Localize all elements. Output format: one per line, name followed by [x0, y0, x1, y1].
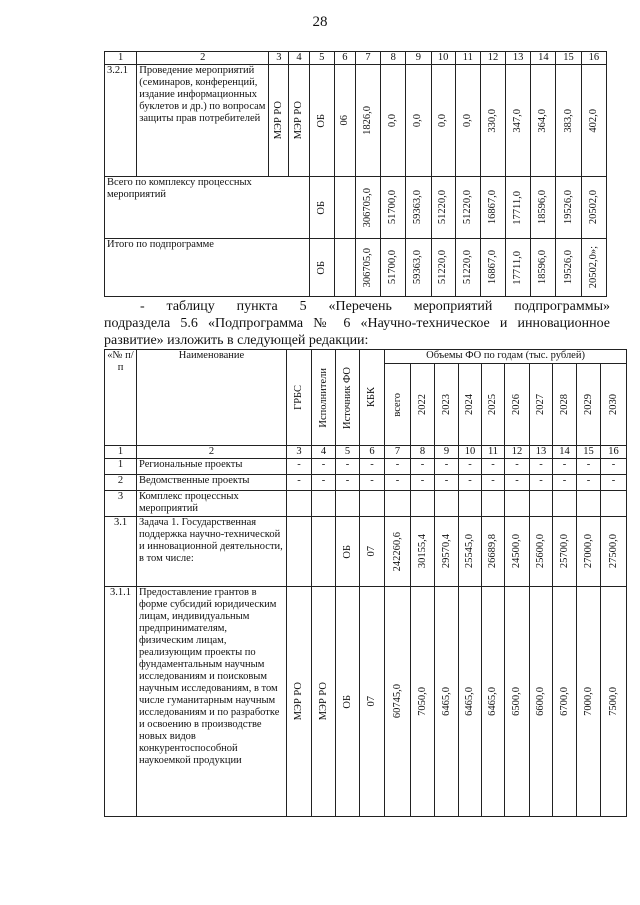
- table-row-departmental: [105, 475, 627, 491]
- executor-value: МЭР РО: [317, 682, 329, 721]
- head-name: Наименование: [137, 350, 287, 446]
- col-num: 8: [381, 52, 406, 65]
- amount: 51220,0: [461, 190, 473, 225]
- col-num: 10: [459, 446, 482, 459]
- page-number: 28: [312, 14, 328, 30]
- amount: 306705,0: [362, 187, 374, 228]
- col-num: 12: [480, 52, 505, 65]
- dash-cell: -: [360, 459, 385, 475]
- table-row-task-1: [105, 517, 627, 587]
- kbk-value: 07: [366, 546, 377, 557]
- table-row-regional: [105, 459, 627, 475]
- row-number: 3.1.1: [105, 587, 137, 817]
- col-num: 6: [360, 446, 385, 459]
- table-row-grants: [105, 587, 627, 817]
- amount: 20502,0: [587, 190, 599, 225]
- row-name: Региональные проекты: [137, 459, 287, 475]
- amount: 25600,0: [535, 534, 546, 569]
- head-year: 2024: [464, 394, 475, 415]
- dash-cell: -: [553, 459, 577, 475]
- amount: 19526,0: [562, 250, 574, 285]
- dash-cell: -: [312, 475, 336, 491]
- head-year: 2026: [511, 394, 522, 415]
- table-row-total-subprogram: [105, 239, 607, 297]
- amount: 16867,0: [486, 250, 498, 285]
- dash-cell: -: [435, 459, 459, 475]
- amount: 19526,0: [562, 190, 574, 225]
- dash-cell: -: [530, 475, 553, 491]
- amount: 383,0: [562, 108, 574, 133]
- dash-cell: -: [505, 475, 530, 491]
- amount: 6500,0: [511, 687, 522, 716]
- head-num: «№ п/п: [105, 350, 137, 446]
- source-value: ОБ: [341, 544, 353, 559]
- col-num: 11: [455, 52, 480, 65]
- amount: 0,0: [387, 113, 399, 128]
- amount: 0,0: [412, 113, 424, 128]
- grbs-value: МЭР РО: [293, 682, 304, 721]
- row-name: Ведомственные проекты: [137, 475, 287, 491]
- paragraph-line: развитие» изложить в следующей редакции:: [104, 333, 369, 348]
- table-head-row: [105, 350, 627, 364]
- amount: 29570,4: [440, 534, 452, 569]
- amount: 25545,0: [464, 534, 475, 569]
- head-year: 2022: [416, 394, 428, 415]
- paragraph-line: - таблицу пункта 5 «Перечень мероприятий подпрограммы»: [140, 299, 610, 314]
- amount: 60745,0: [391, 684, 403, 719]
- amount: 364,0: [537, 108, 549, 133]
- amount: 0,0: [461, 113, 473, 128]
- source-value: ОБ: [315, 200, 327, 215]
- amount: 347,0: [512, 108, 524, 133]
- row-name: Комплекс процессных мероприятий: [137, 491, 287, 517]
- head-source: Источник ФО: [341, 366, 353, 429]
- amount: 26689,8: [487, 534, 498, 569]
- col-num: 15: [556, 52, 581, 65]
- amount: 6465,0: [464, 687, 475, 716]
- row-number: 1: [105, 459, 137, 475]
- head-year: всего: [391, 392, 403, 417]
- kbk-value: 07: [366, 696, 377, 707]
- col-num: 2: [137, 446, 287, 459]
- amount: 7050,0: [416, 687, 428, 716]
- table-activities-list: [104, 349, 627, 817]
- amount: 242260,6: [391, 531, 403, 572]
- head-volumes: Объемы ФО по годам (тыс. рублей): [385, 350, 627, 364]
- col-num: 10: [431, 52, 455, 65]
- row-number: 3.2.1: [105, 65, 137, 177]
- head-year: 2023: [440, 394, 452, 415]
- head-executors: Исполнители: [317, 367, 329, 428]
- col-num: 6: [334, 52, 355, 65]
- amount: 306705,0: [362, 247, 374, 288]
- amount: 0,0: [437, 113, 449, 128]
- amount: 51700,0: [387, 190, 399, 225]
- col-num: 13: [530, 446, 553, 459]
- amount: 27000,0: [582, 534, 594, 569]
- amount: 25700,0: [558, 534, 570, 569]
- amount: 51220,0: [461, 250, 473, 285]
- head-year: 2029: [582, 394, 594, 415]
- dash-cell: -: [577, 459, 601, 475]
- col-num: 1: [105, 52, 137, 65]
- row-number: 3: [105, 491, 137, 517]
- col-num: 2: [137, 52, 269, 65]
- col-num: 8: [411, 446, 435, 459]
- row-name: Проведение мероприятий (семинаров, конференций, издание информационных буклетов и др.) по вопросам защиты прав потребителей: [137, 65, 269, 177]
- amount: 51700,0: [387, 250, 399, 285]
- table-row-total-complex: [105, 177, 607, 239]
- col-num: 9: [435, 446, 459, 459]
- source-value: ОБ: [341, 694, 353, 709]
- col-num: 13: [506, 52, 531, 65]
- amount: 7500,0: [607, 687, 619, 716]
- dash-cell: -: [482, 459, 505, 475]
- dash-cell: -: [312, 459, 336, 475]
- dash-cell: -: [385, 475, 411, 491]
- table-row: [105, 65, 607, 177]
- amount: 59363,0: [412, 190, 424, 225]
- col-num: 4: [289, 52, 309, 65]
- table-header-numbers: [105, 52, 607, 65]
- grbs-value: МЭР РО: [272, 101, 284, 140]
- dash-cell: -: [411, 459, 435, 475]
- dash-cell: -: [601, 475, 627, 491]
- amount: 24500,0: [511, 534, 522, 569]
- amount: 51220,0: [437, 190, 449, 225]
- col-num: 14: [553, 446, 577, 459]
- col-num: 9: [406, 52, 431, 65]
- amount: 6700,0: [558, 687, 570, 716]
- row-name: Всего по комплексу процессных мероприятий: [105, 177, 310, 239]
- paragraph-line: подраздела 5.6 «Подпрограмма № 6 «Научно-техническое и инновационное: [104, 316, 610, 331]
- amount: 20502,0»;: [587, 246, 599, 289]
- amount: 7000,0: [582, 687, 594, 716]
- row-name: Предоставление грантов в форме субсидий юридическим лицам, индивидуальным предпринимателям, физическим лицам, реализующим проекты по фундаментальным научным исследованиям и поисковым научным исследованиям, в том числе гуманитарным научным исследованиям и по разработке и освоению в производстве новых видов конкурентоспособной наукоемкой продукции: [137, 587, 287, 817]
- kbk-value: 06: [338, 115, 350, 126]
- dash-cell: -: [459, 459, 482, 475]
- head-kbk: КБК: [366, 387, 377, 408]
- amount: 17711,0: [512, 190, 524, 225]
- row-name: Итого по подпрограмме: [105, 239, 310, 297]
- dash-cell: -: [336, 475, 360, 491]
- dash-cell: -: [553, 475, 577, 491]
- col-num: 12: [505, 446, 530, 459]
- amount: 330,0: [486, 108, 498, 133]
- amendment-paragraph: [104, 298, 610, 349]
- amount: 59363,0: [412, 250, 424, 285]
- amount: 18596,0: [537, 250, 549, 285]
- col-num: 1: [105, 446, 137, 459]
- dash-cell: -: [530, 459, 553, 475]
- head-year: 2030: [607, 394, 619, 415]
- executor-value: МЭР РО: [293, 101, 305, 140]
- head-year: 2025: [487, 394, 498, 415]
- amount: 51220,0: [437, 250, 449, 285]
- amount: 27500,0: [607, 534, 619, 569]
- dash-cell: -: [287, 459, 312, 475]
- col-num: 7: [355, 52, 380, 65]
- amount: 6465,0: [440, 687, 452, 716]
- amount: 17711,0: [512, 250, 524, 285]
- table-header-numbers: [105, 446, 627, 459]
- dash-cell: -: [577, 475, 601, 491]
- dash-cell: -: [435, 475, 459, 491]
- col-num: 14: [531, 52, 556, 65]
- dash-cell: -: [505, 459, 530, 475]
- col-num: 15: [577, 446, 601, 459]
- col-num: 5: [336, 446, 360, 459]
- dash-cell: -: [287, 475, 312, 491]
- dash-cell: -: [459, 475, 482, 491]
- head-year: 2027: [535, 394, 546, 415]
- row-number: 3.1: [105, 517, 137, 587]
- amount: 18596,0: [537, 190, 549, 225]
- head-grbs: ГРБС: [293, 385, 304, 410]
- col-num: 3: [287, 446, 312, 459]
- col-num: 11: [482, 446, 505, 459]
- dash-cell: -: [360, 475, 385, 491]
- col-num: 16: [581, 52, 606, 65]
- row-name: Задача 1. Государственная поддержка научно-технической и инновационной деятельности, в том числе:: [137, 517, 287, 587]
- source-value: ОБ: [315, 113, 327, 128]
- col-num: 5: [309, 52, 334, 65]
- col-num: 16: [601, 446, 627, 459]
- source-value: ОБ: [315, 260, 327, 275]
- amount: 6465,0: [487, 687, 498, 716]
- dash-cell: -: [482, 475, 505, 491]
- amount: 16867,0: [486, 190, 498, 225]
- col-num: 3: [269, 52, 289, 65]
- dash-cell: -: [385, 459, 411, 475]
- col-num: 7: [385, 446, 411, 459]
- amount: 6600,0: [535, 687, 546, 716]
- row-number: 2: [105, 475, 137, 491]
- amount: 402,0: [587, 108, 599, 133]
- amount: 1826,0: [362, 106, 374, 135]
- dash-cell: -: [601, 459, 627, 475]
- table-row-complex: [105, 491, 627, 517]
- dash-cell: -: [411, 475, 435, 491]
- head-year: 2028: [558, 394, 570, 415]
- table-subprogram-continuation: [104, 51, 607, 297]
- amount: 30155,4: [416, 534, 428, 569]
- col-num: 4: [312, 446, 336, 459]
- dash-cell: -: [336, 459, 360, 475]
